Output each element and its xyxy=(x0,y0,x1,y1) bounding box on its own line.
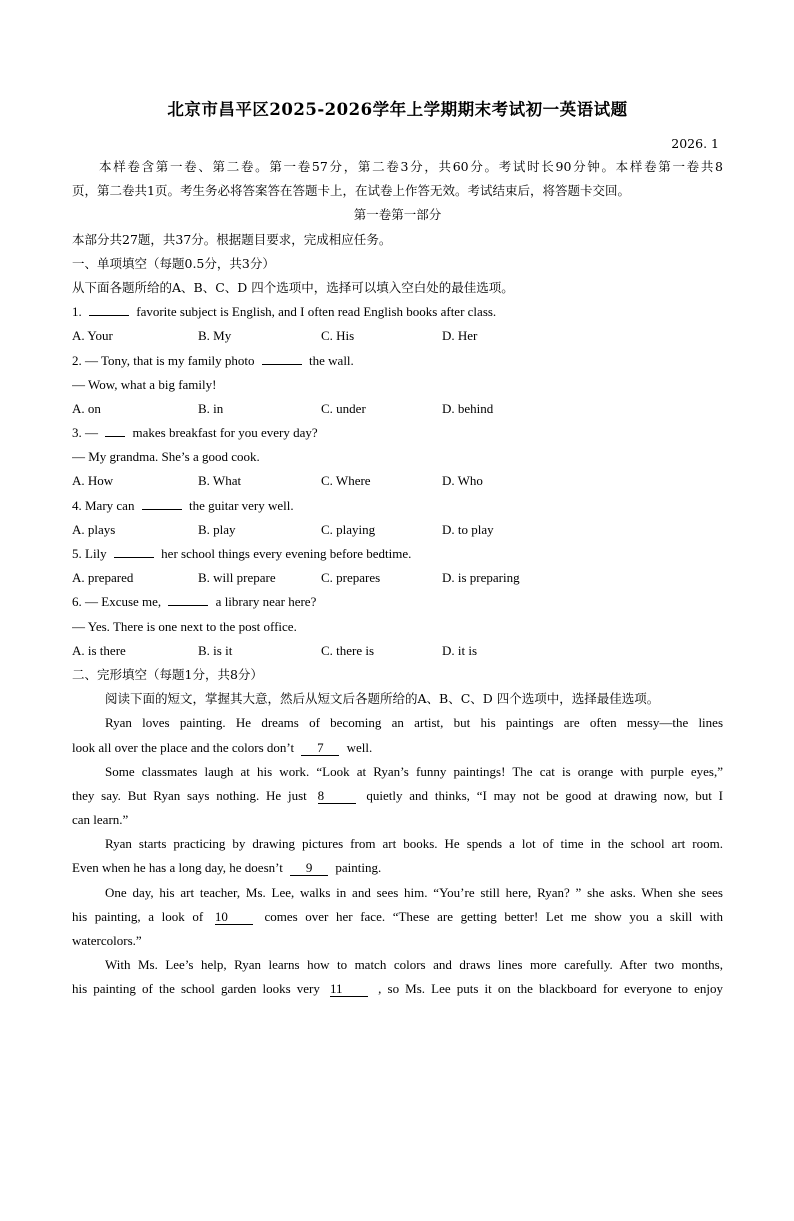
question-5: 5. Lily her school things every evening before bedtime. xyxy=(72,542,723,566)
passage-line: Ryan loves painting. He dreams of becoming an artist, but his paintings are often messy—the lines xyxy=(105,715,723,731)
answer-blank xyxy=(168,591,208,606)
part-title: 第一卷第一部分 xyxy=(353,207,442,223)
page-title: 北京市昌平区2025-2026学年上学期期末考试初一英语试题 xyxy=(167,100,628,119)
exam-date: 2026. 1 xyxy=(671,136,719,151)
option-a: A. prepared xyxy=(72,570,134,586)
question-3-reply: — My grandma. She’s a good cook. xyxy=(72,449,260,465)
question-1-options xyxy=(72,324,723,348)
option-b: B. play xyxy=(198,521,236,537)
option-b: B. My xyxy=(198,328,232,344)
option-a: A. on xyxy=(72,400,101,416)
answer-blank xyxy=(89,301,129,316)
option-b: B. in xyxy=(198,400,224,416)
section-2-heading: 二、完形填空（每题1分，共8分） xyxy=(72,666,263,682)
option-a: A. Your xyxy=(72,328,113,344)
question-5-options xyxy=(72,566,723,590)
section-2-instruction: 阅读下面的短文，掌握其大意，然后从短文后各题所给的A、B、C、D 四个选项中，选择最佳选项。 xyxy=(105,691,660,707)
passage-line: his painting, a look of 10 comes over her face. “These are getting better! Let me show you a skill with xyxy=(72,908,723,924)
option-c: C. there is xyxy=(321,642,375,658)
passage-line: look all over the place and the colors don’t 7 well. xyxy=(72,739,373,755)
cloze-blank-7: 7 xyxy=(301,741,339,756)
option-d: D. Who xyxy=(442,473,483,489)
option-c: C. Where xyxy=(321,473,371,489)
intro-line-2: 页，第二卷共1页。考生务必将答案答在答题卡上，在试卷上作答无效。考试结束后，将答题卡交回。 xyxy=(72,183,630,199)
section-1-heading: 一、单项填空（每题0.5分，共3分） xyxy=(72,255,275,271)
cloze-blank-8: 8 xyxy=(318,789,356,804)
question-6: 6. — Excuse me, a library near here? xyxy=(72,590,723,614)
passage-line: Some classmates laugh at his work. “Look at Ryan’s funny paintings! The cat is orange with purple eyes,” xyxy=(105,763,723,779)
cloze-blank-9: 9 xyxy=(290,861,328,876)
passage-line: Even when he has a long day, he doesn’t 9 painting. xyxy=(72,860,382,876)
answer-blank xyxy=(105,422,125,437)
answer-blank xyxy=(142,495,182,510)
exam-page xyxy=(0,98,794,1221)
question-6-reply: — Yes. There is one next to the post office. xyxy=(72,618,297,634)
option-d: D. is preparing xyxy=(442,570,520,586)
section-1-instruction: 从下面各题所给的A、B、C、D 四个选项中，选择可以填入空白处的最佳选项。 xyxy=(72,279,514,295)
passage-line: watercolors.” xyxy=(72,933,142,948)
option-b: B. will prepare xyxy=(198,570,276,586)
question-3-options xyxy=(72,469,723,493)
question-2: 2. — Tony, that is my family photo the wall. xyxy=(72,349,723,373)
option-a: A. plays xyxy=(72,521,116,537)
option-c: C. prepares xyxy=(321,570,381,586)
part-description: 本部分共27题，共37分。根据题目要求，完成相应任务。 xyxy=(72,231,392,247)
question-4-options xyxy=(72,518,723,542)
option-d: D. Her xyxy=(442,328,478,344)
cloze-blank-11: 11 xyxy=(330,982,368,997)
passage-line: Ryan starts practicing by drawing pictures from art books. He spends a lot of time in the school art room. xyxy=(105,836,723,852)
passage-line: they say. But Ryan says nothing. He just 8 quietly and thinks, “I may not be good at drawing now, but I xyxy=(72,787,723,803)
cloze-blank-10: 10 xyxy=(215,910,253,925)
option-c: C. playing xyxy=(321,521,376,537)
passage-line: With Ms. Lee’s help, Ryan learns how to match colors and draws lines more carefully. After two months, xyxy=(105,957,723,973)
question-1: 1. favorite subject is English, and I often read English books after class. xyxy=(72,300,723,324)
answer-blank xyxy=(262,350,302,365)
question-6-options xyxy=(72,639,723,663)
passage-line: can learn.” xyxy=(72,812,129,828)
answer-blank xyxy=(114,543,154,558)
question-3: 3. — makes breakfast for you every day? xyxy=(72,421,723,445)
option-a: A. is there xyxy=(72,642,126,658)
option-a: A. How xyxy=(72,473,114,489)
question-2-reply: — Wow, what a big family! xyxy=(72,376,217,392)
question-4: 4. Mary can the guitar very well. xyxy=(72,494,723,518)
option-c: C. His xyxy=(321,328,355,344)
intro-line-1: 本样卷含第一卷、第二卷。第一卷57分，第二卷3分，共60分。考试时长90分钟。本样卷第一卷共8 xyxy=(99,159,723,174)
option-c: C. under xyxy=(321,400,366,416)
option-b: B. is it xyxy=(198,642,233,658)
option-b: B. What xyxy=(198,473,242,489)
passage-line: One day, his art teacher, Ms. Lee, walks in and sees him. “You’re still here, Ryan? ” she asks. When she sees xyxy=(105,884,723,900)
option-d: D. it is xyxy=(442,642,478,658)
passage-line: his painting of the school garden looks very 11 , so Ms. Lee puts it on the blackboard for everyone to enjoy xyxy=(72,981,723,997)
option-d: D. to play xyxy=(442,521,494,537)
option-d: D. behind xyxy=(442,400,494,416)
question-2-options xyxy=(72,397,723,421)
